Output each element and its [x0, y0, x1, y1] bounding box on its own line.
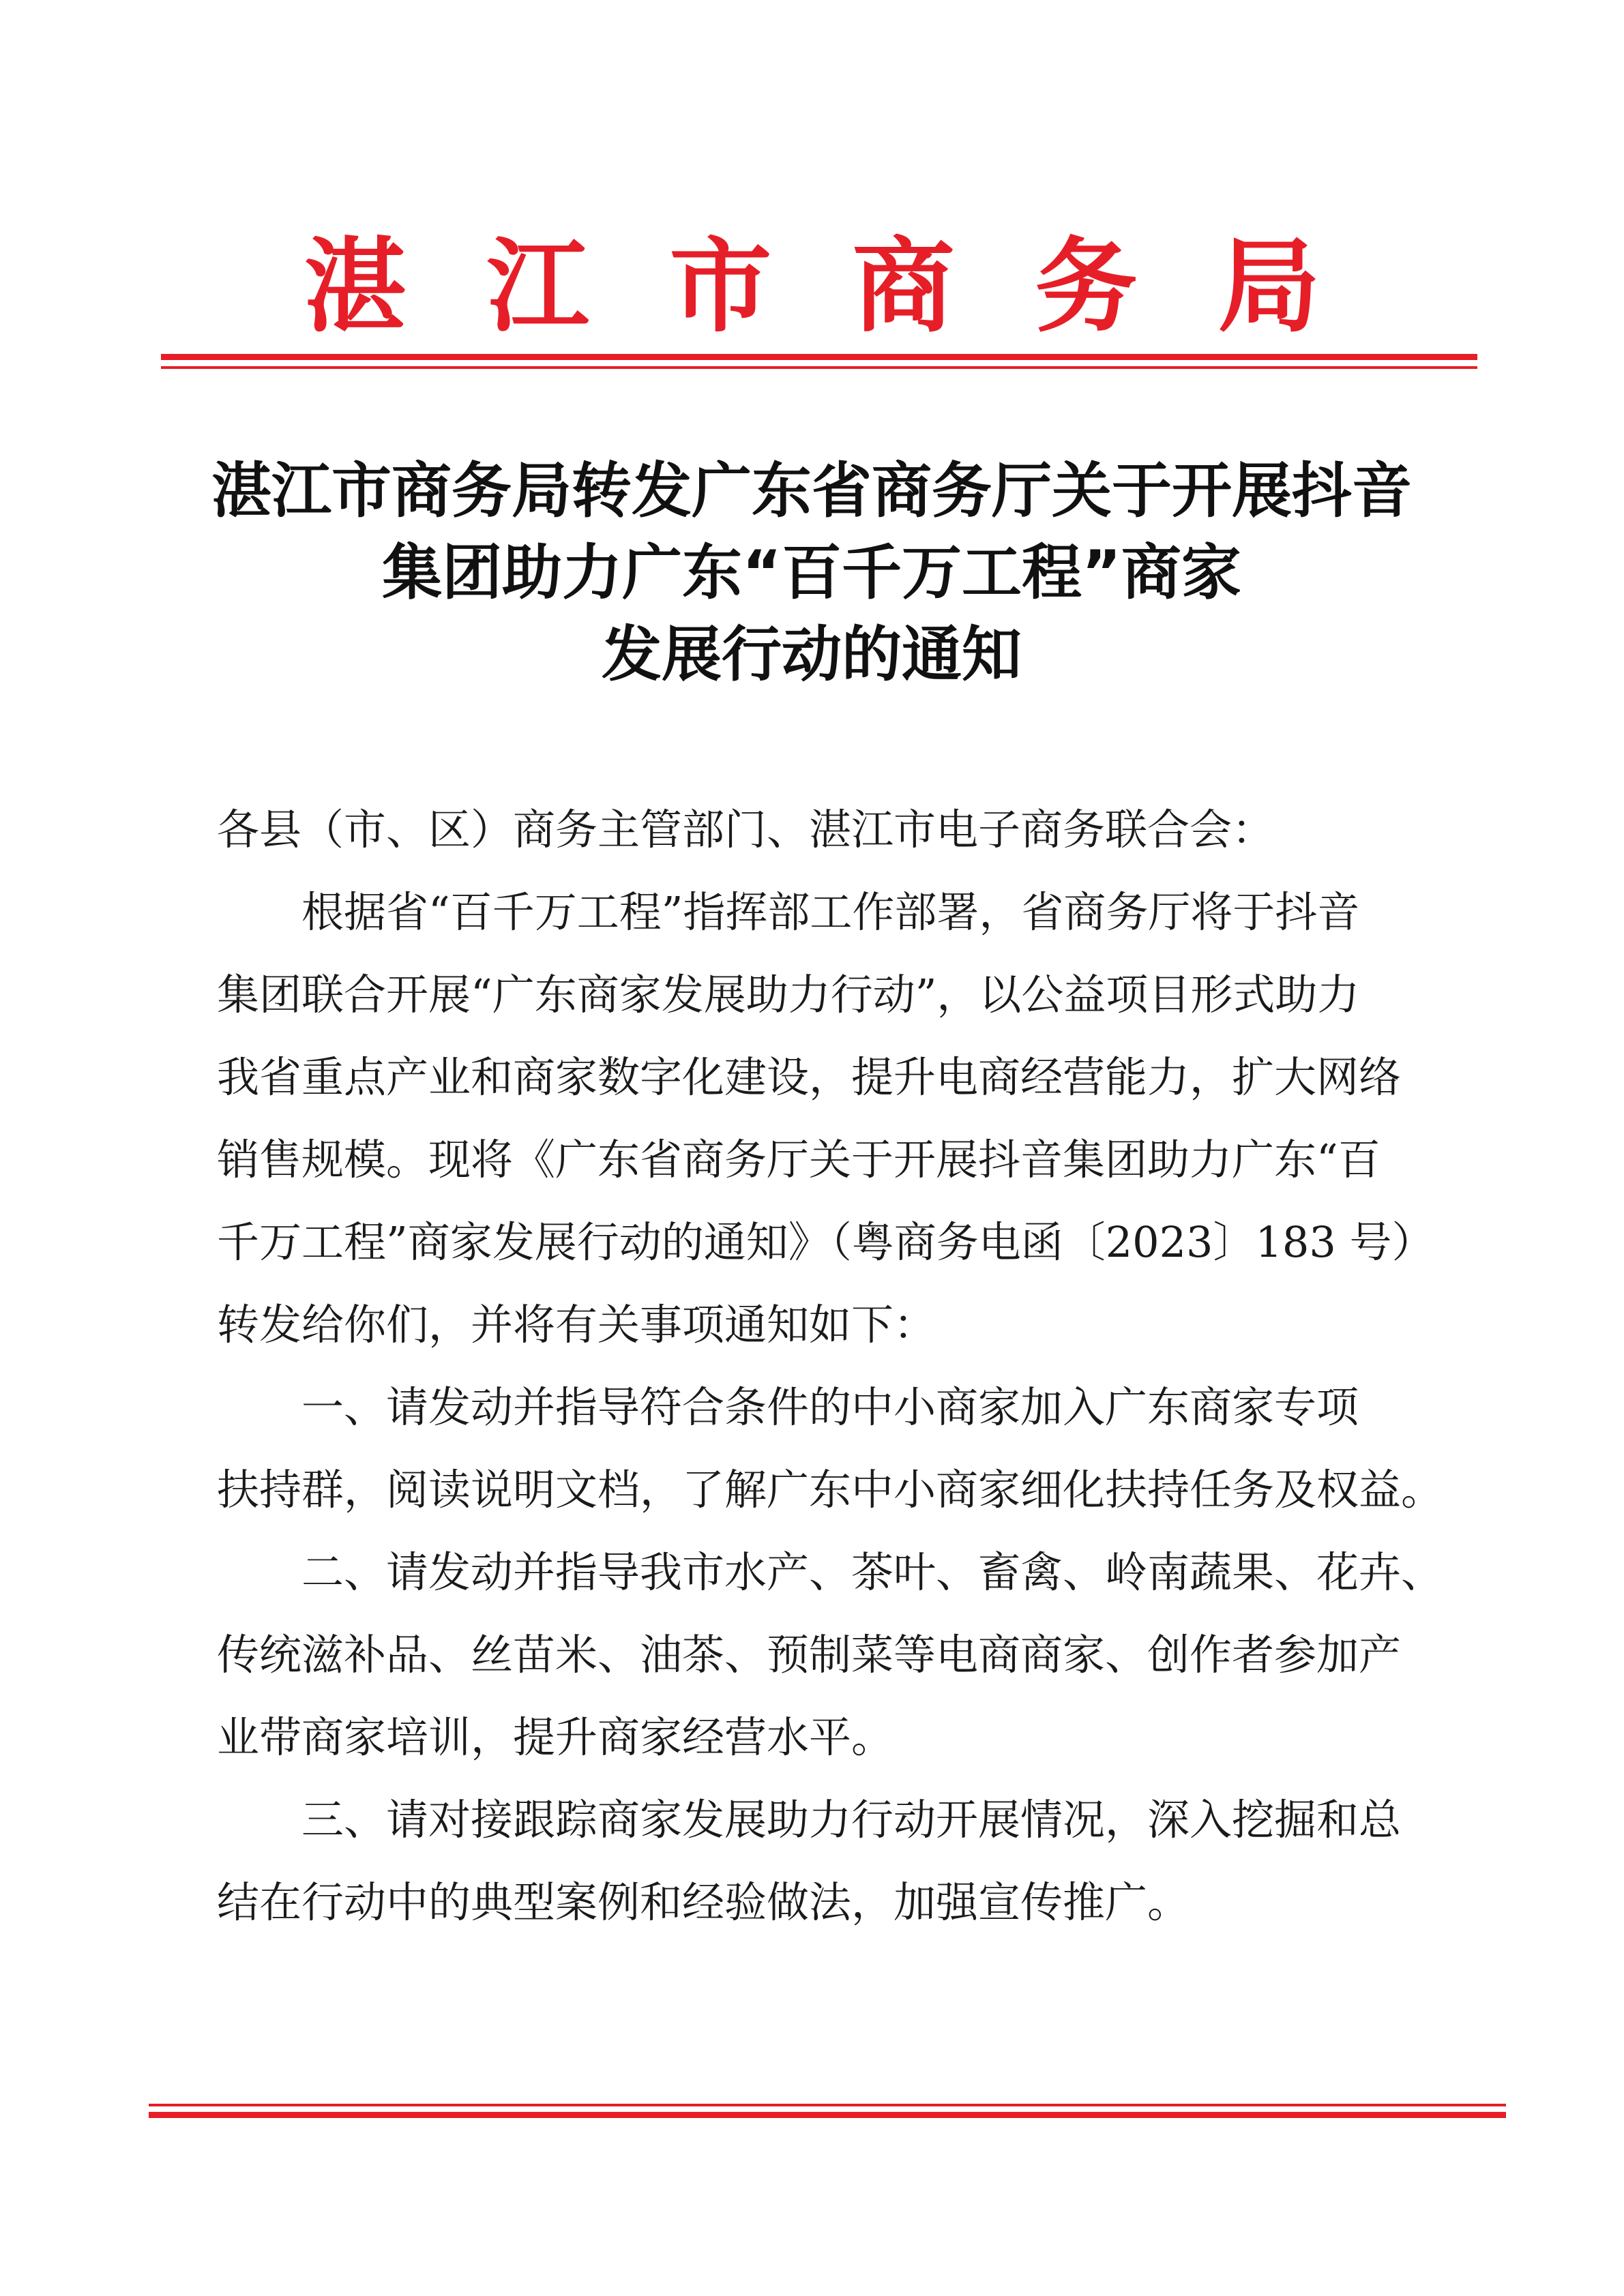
title-line-3: 发展行动的通知: [601, 619, 1022, 689]
item-line: 三、请对接跟踪商家发展助力行动开展情况，深入挖掘和总: [301, 1795, 1402, 1845]
title-line-1: 湛江市商务局转发广东省商务厅关于开展抖音: [211, 456, 1412, 526]
masthead-rule-thin: [161, 366, 1477, 369]
masthead-rule-thick: [161, 354, 1477, 360]
footer-rule-thick: [149, 2112, 1506, 2118]
item-line: 一、请发动并指导符合条件的中小商家加入广东商家专项: [301, 1382, 1359, 1432]
item-line: 扶持群，阅读说明文档，了解广东中小商家细化扶持任务及权益。: [217, 1465, 1444, 1515]
salutation-line: 各县（市、区）商务主管部门、湛江市电子商务联合会：: [217, 805, 1275, 854]
footer-rule-thin: [149, 2104, 1506, 2106]
paragraph-line: 集团联合开展“广东商家发展助力行动”，以公益项目形式助力: [217, 970, 1360, 1019]
item-line: 传统滋补品、丝苗米、油茶、预制菜等电商商家、创作者参加产: [217, 1630, 1402, 1680]
item-line: 业带商家培训，提升商家经营水平。: [217, 1712, 894, 1762]
title-line-2: 集团助力广东“百千万工程”商家: [382, 537, 1241, 608]
item-line: 结在行动中的典型案例和经验做法，加强宣传推广。: [217, 1877, 1190, 1927]
item-line: 二、请发动并指导我市水产、茶叶、畜禽、岭南蔬果、花卉、: [301, 1547, 1444, 1597]
paragraph-line: 销售规模。现将《广东省商务厅关于开展抖音集团助力广东“百: [217, 1135, 1381, 1184]
paragraph-line: 千万工程”商家发展行动的通知》（粤商务电函〔2023〕183 号）: [217, 1217, 1434, 1267]
masthead-title: 湛江市商务局: [304, 226, 1401, 346]
paragraph-line: 根据省“百千万工程”指挥部工作部署，省商务厅将于抖音: [301, 887, 1360, 937]
paragraph-line: 转发给你们，并将有关事项通知如下：: [217, 1300, 936, 1350]
document-title: [109, 450, 1514, 696]
document-body: [217, 788, 1444, 1943]
paragraph-line: 我省重点产业和商家数字化建设，提升电商经营能力，扩大网络: [217, 1052, 1402, 1102]
